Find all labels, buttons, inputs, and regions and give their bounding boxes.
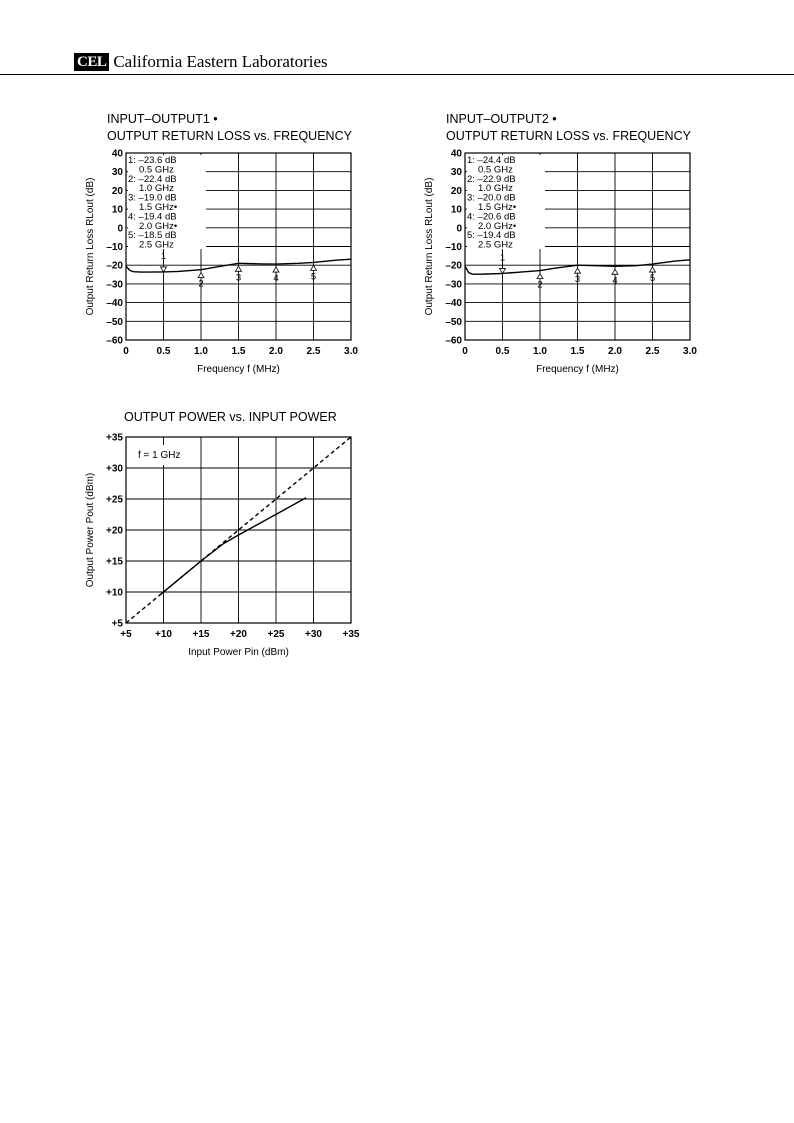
y-tick-label: 0 bbox=[117, 223, 123, 235]
annotation-text: 1.5 GHz• bbox=[478, 202, 517, 213]
page-header bbox=[0, 0, 794, 78]
marker-triangle bbox=[537, 274, 543, 279]
x-axis-label: Frequency f (MHz) bbox=[536, 364, 619, 375]
annotation-text: 3: –19.0 dB bbox=[128, 192, 177, 204]
marker-label: 4 bbox=[273, 273, 279, 285]
x-tick-label: 2.0 bbox=[608, 346, 622, 357]
marker-label: 3 bbox=[235, 272, 242, 284]
y-tick-label: 30 bbox=[450, 167, 462, 179]
x-tick-label: 1.5 bbox=[570, 346, 585, 357]
x-tick-label: 0 bbox=[123, 346, 129, 357]
company-logo bbox=[74, 53, 328, 71]
annotation-text: 2.5 GHz bbox=[139, 239, 174, 251]
annotation-text: f = 1 GHz bbox=[138, 450, 181, 461]
marker-label: 5 bbox=[310, 271, 317, 283]
x-tick-label: 0.5 bbox=[156, 346, 171, 357]
y-tick-label: +35 bbox=[106, 432, 123, 444]
chart3-output-vs-input-power bbox=[80, 428, 370, 668]
y-tick-label: –50 bbox=[445, 316, 462, 328]
chart2-return-loss-io2 bbox=[419, 145, 709, 390]
annotation-text: 4: –20.6 dB bbox=[467, 211, 516, 223]
y-tick-label: –30 bbox=[106, 279, 123, 291]
y-tick-label: +30 bbox=[106, 463, 123, 475]
y-tick-label: 0 bbox=[456, 223, 462, 235]
annotation-text: 1.0 GHz bbox=[139, 183, 174, 195]
annotation-text: 0.5 GHz bbox=[478, 164, 513, 176]
y-axis-label: Output Return Loss RLout (dB) bbox=[424, 177, 435, 316]
x-tick-label: 0 bbox=[462, 346, 468, 357]
marker-label: 1 bbox=[160, 250, 167, 262]
y-tick-label: 10 bbox=[450, 204, 462, 216]
y-tick-label: –40 bbox=[106, 298, 123, 310]
annotation-text: 2: –22.4 dB bbox=[128, 173, 177, 185]
x-tick-label: 2.5 bbox=[645, 346, 660, 357]
y-tick-label: –40 bbox=[445, 298, 462, 310]
annotation-text: 2.0 GHz• bbox=[478, 220, 517, 232]
annotation-text: 2.0 GHz• bbox=[139, 220, 178, 232]
y-axis-label: Output Power Pout (dBm) bbox=[85, 472, 96, 588]
y-tick-label: 30 bbox=[111, 167, 123, 179]
annotation-text: 1: –24.4 dB bbox=[467, 155, 516, 166]
marker-triangle bbox=[575, 268, 581, 273]
annotation-text: 2.5 GHz bbox=[478, 239, 513, 251]
y-tick-label: –30 bbox=[445, 279, 462, 291]
marker-triangle bbox=[612, 269, 618, 274]
y-tick-label: –50 bbox=[106, 316, 123, 328]
x-tick-label: 3.0 bbox=[683, 346, 697, 357]
marker-triangle bbox=[198, 273, 204, 278]
x-tick-label: 2.5 bbox=[306, 346, 321, 357]
x-tick-label: 0.5 bbox=[495, 346, 510, 357]
marker-label: 4 bbox=[612, 275, 618, 287]
y-tick-label: 20 bbox=[111, 185, 123, 197]
y-tick-label: –10 bbox=[106, 242, 123, 253]
series-line bbox=[160, 498, 306, 595]
x-tick-label: +25 bbox=[267, 629, 285, 640]
header-rule bbox=[0, 74, 794, 75]
x-tick-label: 1.5 bbox=[231, 346, 246, 357]
annotation-text: 2: –22.9 dB bbox=[467, 173, 516, 185]
y-tick-label: –20 bbox=[106, 260, 123, 272]
x-tick-label: +35 bbox=[342, 629, 360, 640]
x-tick-label: 1.0 bbox=[194, 346, 208, 357]
chart2-title-line1: INPUT–OUTPUT2 • bbox=[446, 112, 557, 126]
marker-triangle bbox=[236, 266, 242, 271]
y-tick-label: 40 bbox=[450, 148, 462, 160]
annotation-text: 5: –19.4 dB bbox=[467, 230, 516, 242]
marker-label: 2 bbox=[537, 279, 543, 291]
chart2-title bbox=[446, 111, 691, 145]
y-tick-label: –10 bbox=[445, 242, 462, 253]
annotation-text: 1.0 GHz bbox=[478, 183, 513, 195]
y-tick-label: +15 bbox=[106, 556, 123, 568]
x-tick-label: 3.0 bbox=[344, 346, 358, 357]
annotation-text: 0.5 GHz bbox=[139, 164, 174, 176]
marker-label: 2 bbox=[198, 278, 204, 290]
y-tick-label: –60 bbox=[445, 335, 462, 347]
y-tick-label: –20 bbox=[445, 260, 462, 272]
x-tick-label: +15 bbox=[192, 629, 210, 640]
y-tick-label: +10 bbox=[106, 587, 123, 599]
y-tick-label: +5 bbox=[111, 618, 123, 630]
y-tick-label: 20 bbox=[450, 185, 462, 197]
y-axis-label: Output Return Loss RLout (dB) bbox=[85, 177, 96, 316]
chart1-return-loss-io1 bbox=[80, 145, 370, 390]
annotation-text: 4: –19.4 dB bbox=[128, 211, 177, 223]
x-tick-label: +5 bbox=[120, 629, 132, 640]
chart1-title bbox=[107, 111, 352, 145]
chart3-title bbox=[124, 409, 337, 426]
chart2-title-line2: OUTPUT RETURN LOSS vs. FREQUENCY bbox=[446, 129, 691, 143]
marker-label: 3 bbox=[574, 274, 581, 286]
x-axis-label: Frequency f (MHz) bbox=[197, 364, 280, 375]
y-tick-label: +20 bbox=[106, 525, 123, 537]
y-tick-label: 10 bbox=[111, 204, 123, 216]
logo-mark: CEL bbox=[74, 53, 109, 71]
x-tick-label: 1.0 bbox=[533, 346, 547, 357]
x-tick-label: +10 bbox=[155, 629, 172, 640]
annotation-text: 5: –18.5 dB bbox=[128, 230, 177, 242]
x-tick-label: 2.0 bbox=[269, 346, 283, 357]
marker-triangle bbox=[311, 265, 317, 270]
y-tick-label: +25 bbox=[106, 494, 123, 506]
annotation-text: 3: –20.0 dB bbox=[467, 192, 516, 204]
marker-label: 5 bbox=[649, 273, 656, 285]
y-tick-label: 40 bbox=[111, 148, 123, 160]
chart1-title-line2: OUTPUT RETURN LOSS vs. FREQUENCY bbox=[107, 129, 352, 143]
x-tick-label: +30 bbox=[305, 629, 322, 640]
chart3-title-line1: OUTPUT POWER vs. INPUT POWER bbox=[124, 410, 337, 424]
annotation-text: 1.5 GHz• bbox=[139, 202, 178, 213]
x-tick-label: +20 bbox=[230, 629, 247, 640]
x-axis-label: Input Power Pin (dBm) bbox=[188, 647, 289, 658]
chart1-title-line1: INPUT–OUTPUT1 • bbox=[107, 112, 218, 126]
company-name: California Eastern Laboratories bbox=[113, 52, 328, 71]
marker-label: 1 bbox=[499, 252, 506, 264]
y-tick-label: –60 bbox=[106, 335, 123, 347]
annotation-text: 1: –23.6 dB bbox=[128, 155, 177, 166]
marker-triangle bbox=[273, 267, 279, 272]
marker-triangle bbox=[650, 267, 656, 272]
